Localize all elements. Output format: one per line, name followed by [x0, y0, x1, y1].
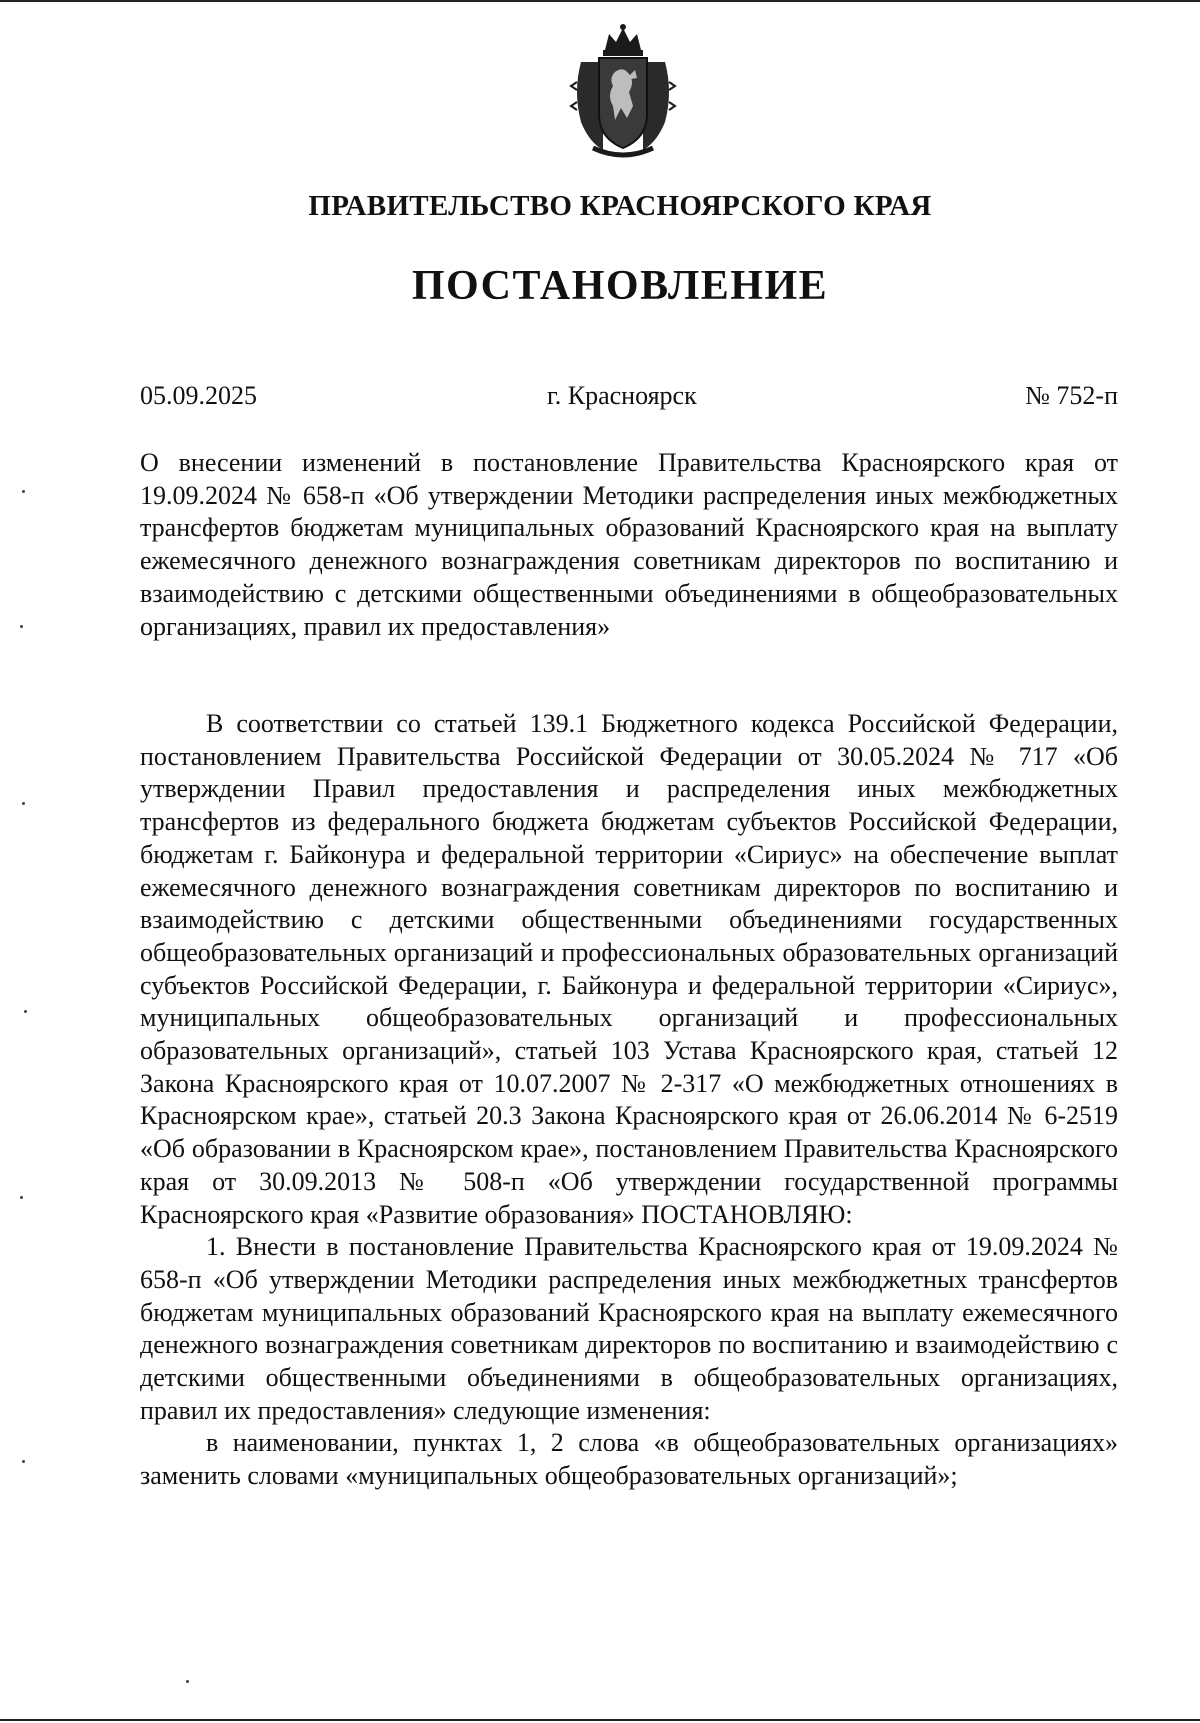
scan-edge-bottom — [0, 1719, 1200, 1721]
document-meta-row — [140, 381, 1118, 415]
body-paragraph-preamble: В соответствии со статьей 139.1 Бюджетного кодекса Российской Федерации, постановлением Правительства Российской Федерации от 30.05.2024 № 717 «Об утверждении Правил предоставления и распределения иных межбюджетных трансфертов из федерального бюджета бюджетам субъектов Российской Федерации, бюджетам г. Байконура и федеральной территории «Сириус» на обеспечение выплат ежемесячного денежного вознаграждения советникам директоров по воспитанию и взаимодействию с детскими общественными объединениями государственных общеобразовательных организаций и профессиональных образовательных организаций субъектов Российской Федерации, г. Байконура и федеральной территории «Сириус», муниципальных общеобразовательных организаций и профессиональных образовательных организаций», статьей 103 Устава Красноярского края, статьей 12 Закона Красноярского края от 10.07.2007 № 2-317 «О межбюджетных отношениях в Красноярском крае», статьей 20.3 Закона Красноярского края от 26.06.2014 № 6-2519 «Об образовании в Красноярском крае», постановлением Правительства Красноярского края от 30.09.2013 № 508-п «Об утверждении государственной программы Красноярского края «Развитие образования» ПОСТАНОВЛЯЮ: — [140, 709, 1118, 1229]
scan-speck — [24, 1010, 27, 1013]
body-paragraph-change-1: в наименовании, пунктах 1, 2 слова «в общеобразовательных организациях» заменить словами «муниципальных общеобразовательных организаций»; — [140, 1428, 1118, 1491]
scan-speck — [22, 490, 25, 493]
scan-speck — [186, 1680, 189, 1683]
scan-speck — [20, 625, 23, 628]
document-type-title: ПОСТАНОВЛЕНИЕ — [411, 263, 829, 309]
scan-speck — [20, 1196, 23, 1199]
document-date: 05.09.2025 — [140, 381, 257, 410]
body-paragraph-item-1: 1. Внести в постановление Правительства Красноярского края от 19.09.2024 № 658-п «Об утверждении Методики распределения иных межбюджетных трансфертов бюджетам муниципальных образований Красноярского края на выплату ежемесячного денежного вознаграждения советникам директоров по воспитанию и взаимодействию с детскими общественными объединениями в общеобразовательных организациях, правил их предоставления» следующие изменения: — [140, 1232, 1118, 1425]
document-city: г. Красноярск — [547, 381, 697, 410]
scan-speck — [22, 802, 25, 805]
document-subject: О внесении изменений в постановление Правительства Красноярского края от 19.09.2024 № 658-п «Об утверждении Методики распределения иных межбюджетных трансфертов бюджетам муниципальных образований Красноярского края на выплату ежемесячного денежного вознаграждения советникам директоров по воспитанию и взаимодействию с детскими общественными объединениями в общеобразовательных организациях, правил их предоставления» — [140, 448, 1118, 641]
scan-speck — [22, 1460, 25, 1463]
scan-edge-top — [0, 0, 1200, 2]
document-body — [140, 708, 1118, 1493]
document-number: № 752-п — [1025, 381, 1118, 410]
coat-of-arms-emblem — [563, 22, 683, 162]
organization-title: ПРАВИТЕЛЬСТВО КРАСНОЯРСКОГО КРАЯ — [308, 190, 932, 222]
